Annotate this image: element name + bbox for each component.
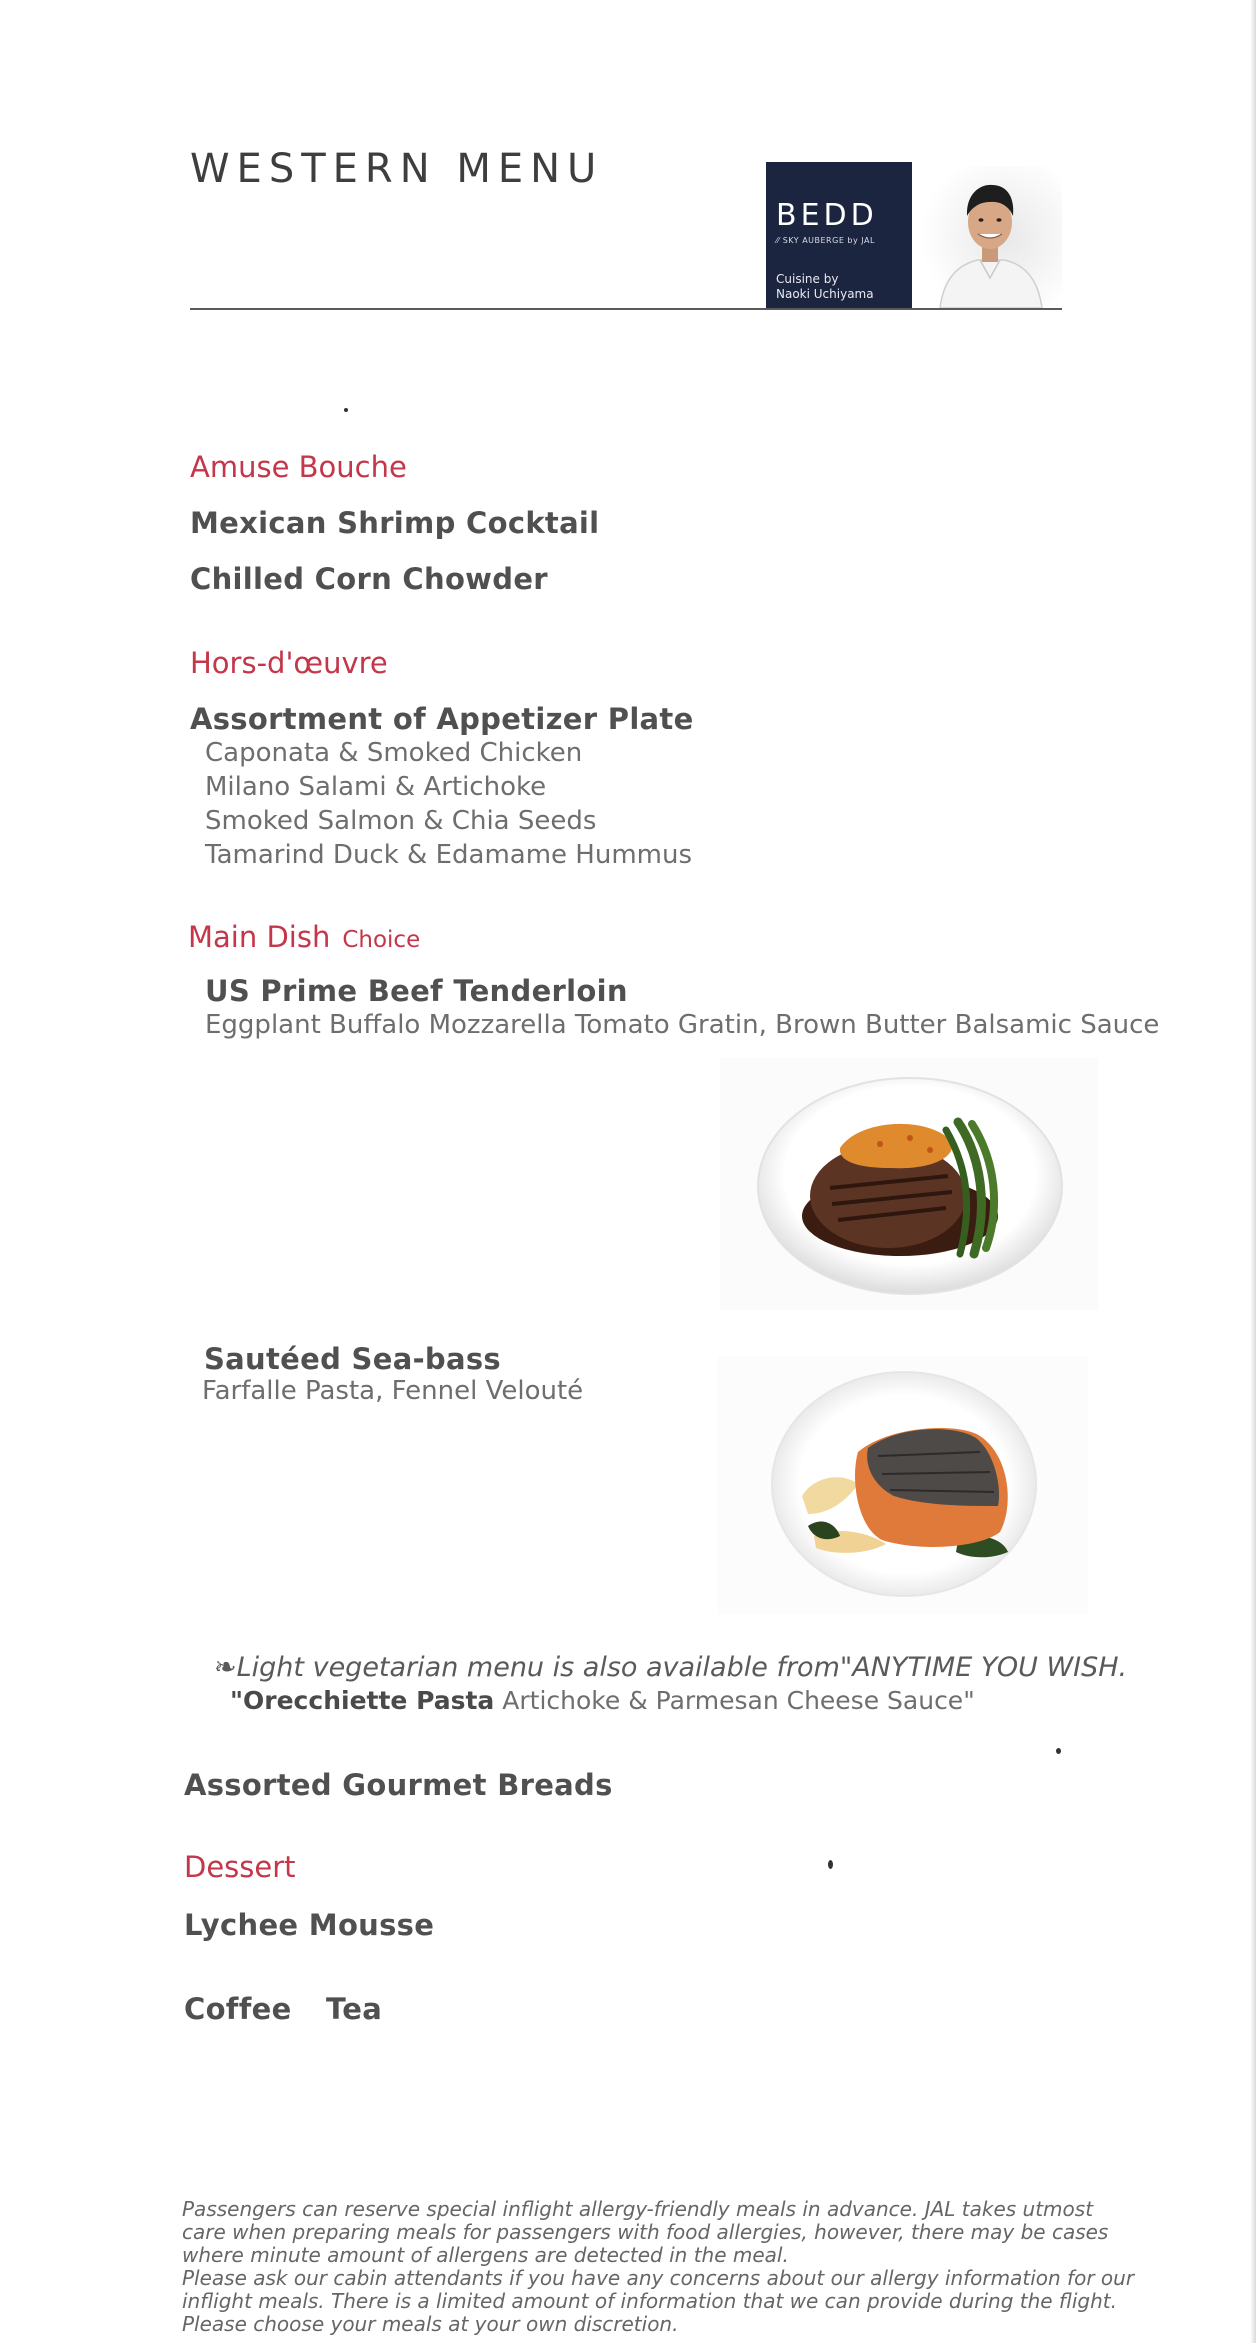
drink-coffee: Coffee (184, 1992, 292, 2026)
dish-mexican-shrimp-cocktail: Mexican Shrimp Cocktail (190, 506, 600, 540)
footnote-paragraph: Passengers can reserve special inflight allergy-friendly meals in advance. JAL takes utmost care when preparing meals for passengers with food allergies, however, there may be cases where minute amount of allergens are detected in the meal. (182, 2197, 1109, 2267)
appetizer-component: Milano Salami & Artichoke (205, 772, 547, 802)
appetizer-component: Caponata & Smoked Chicken (205, 738, 583, 768)
dish-appetizer-plate: Assortment of Appetizer Plate (190, 702, 694, 736)
dish-lychee-mousse: Lychee Mousse (184, 1908, 435, 1942)
bedd-logo (766, 162, 912, 308)
section-heading-hors-doeuvre: Hors-d'œuvre (190, 646, 388, 680)
allergy-footnote (182, 2198, 1136, 2336)
footnote-paragraph: Please ask our cabin attendants if you have any concerns about our allergy information for our inflight meals. There is a limited amount of information that we can provide during the flight. (182, 2266, 1135, 2313)
vegetarian-note: ❧Light vegetarian menu is also available from"ANYTIME YOU WISH. (214, 1652, 1128, 1683)
sea-bass-photo (718, 1356, 1088, 1614)
print-speck (1056, 1748, 1061, 1754)
appetizer-component: Tamarind Duck & Edamame Hummus (205, 840, 693, 870)
dish-beef-tenderloin: US Prime Beef Tenderloin (205, 974, 628, 1008)
print-speck (828, 1860, 833, 1869)
choice-label: Choice (342, 927, 421, 953)
chef-portrait (920, 166, 1062, 308)
footnote-paragraph: Please choose your meals at your own discretion. (182, 2312, 679, 2336)
logo-cuisine-credit: Cuisine by Naoki Uchiyama (776, 272, 874, 301)
leaf-icon: ❧ (214, 1652, 237, 1683)
page-title: WESTERN MENU (190, 146, 604, 192)
dish-sea-bass: Sautéed Sea-bass (204, 1342, 501, 1376)
logo-tagline: ⁄⁄ SKY AUBERGE by JAL (776, 236, 875, 245)
section-heading-main-dish: Main Dish Choice (188, 920, 421, 954)
feather-icon: ⁄⁄ (776, 236, 783, 245)
dish-beef-description: Eggplant Buffalo Mozzarella Tomato Gratin, Brown Butter Balsamic Sauce (205, 1010, 1160, 1040)
page-edge-shadow (1250, 0, 1256, 2343)
logo-brand: BEDD (776, 198, 878, 233)
appetizer-component: Smoked Salmon & Chia Seeds (205, 806, 597, 836)
dish-sea-bass-description: Farfalle Pasta, Fennel Velouté (202, 1376, 584, 1406)
dish-chilled-corn-chowder: Chilled Corn Chowder (190, 562, 548, 596)
header-divider (190, 308, 1062, 310)
vegetarian-dish (230, 1686, 975, 1715)
drink-tea: Tea (326, 1992, 383, 2026)
vegetarian-dish-description: Artichoke & Parmesan Cheese Sauce" (502, 1686, 975, 1715)
section-heading-dessert: Dessert (184, 1850, 296, 1884)
section-heading-amuse-bouche: Amuse Bouche (190, 450, 407, 484)
vegetarian-dish-name: "Orecchiette Pasta (230, 1686, 495, 1715)
beef-tenderloin-photo (720, 1058, 1098, 1310)
print-speck (344, 408, 348, 412)
dish-gourmet-breads: Assorted Gourmet Breads (184, 1768, 613, 1802)
